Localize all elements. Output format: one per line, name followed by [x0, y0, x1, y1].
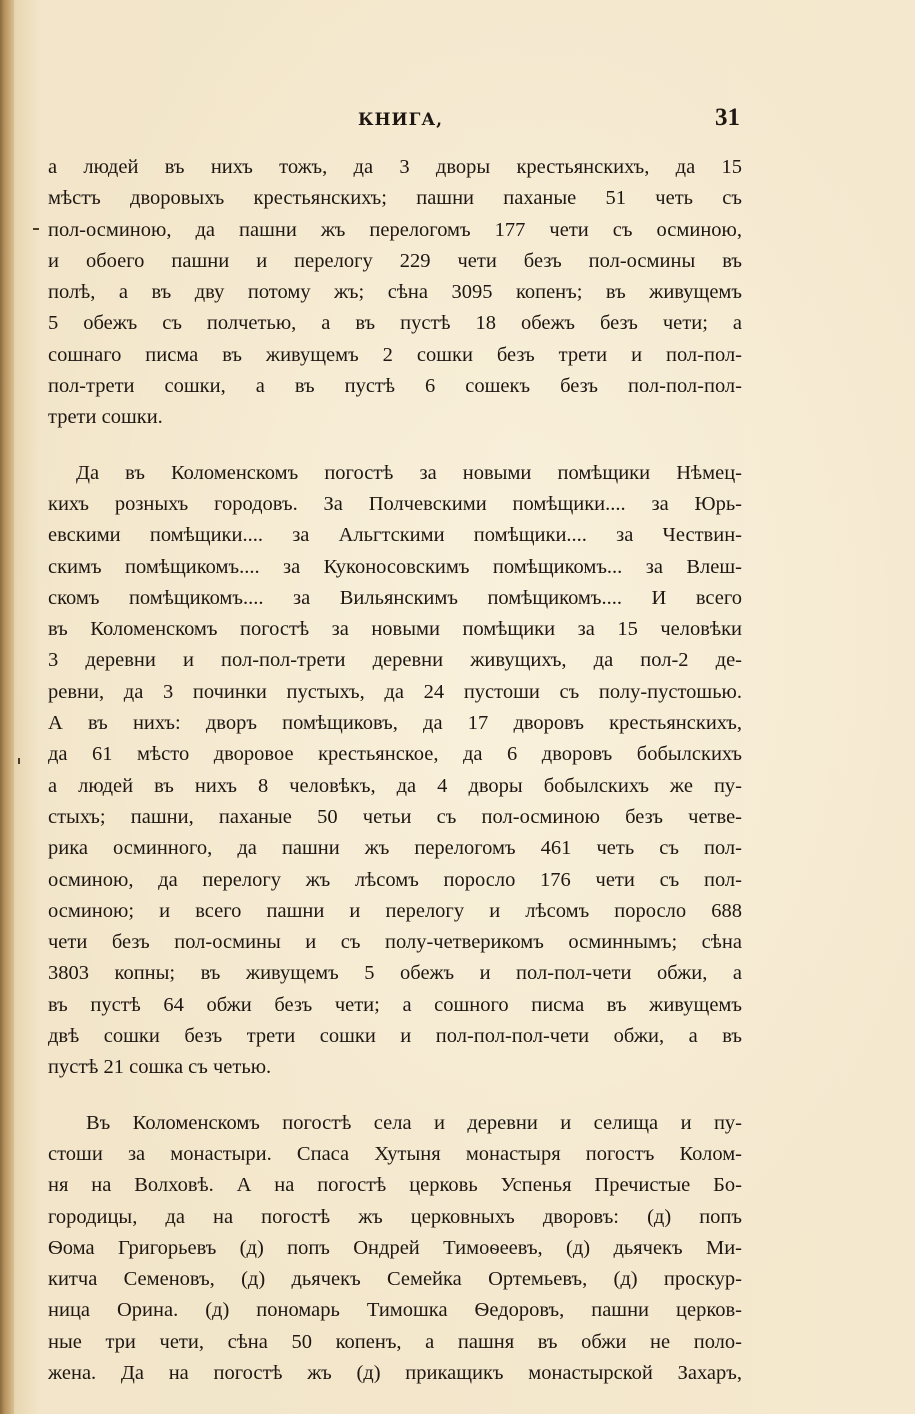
text-line: трети сошки. — [48, 406, 163, 429]
text-line: чети безъ пол-осмины и съ полу-четверикомъ осминнымъ; сѣна — [48, 931, 742, 954]
text-line: осминою; и всего пашни и перелогу и лѣсомъ поросло 688 — [48, 899, 742, 922]
paragraph — [48, 152, 742, 434]
text-line: двѣ сошки безъ трети сошки и пол-пол-пол-чети обжи, а въ — [48, 1025, 742, 1048]
text-line: въ пустѣ 64 обжи безъ чети; а сошного писма въ живущемъ — [48, 993, 742, 1016]
text-line: евскими помѣщики.... за Альгтскими помѣщики.... за Чествин- — [48, 524, 742, 547]
body-text — [48, 152, 742, 1389]
text-line: ница Орина. (д) пономарь Тимошка Ѳедоровъ, пашни церков- — [48, 1299, 742, 1322]
text-line: и обоего пашни и перелогу 229 чети безъ пол-осмины въ — [48, 249, 742, 272]
text-line: Въ Коломенскомъ погостѣ села и деревни и селища и пу- — [86, 1111, 742, 1134]
text-line: пустѣ 21 сошка съ четью. — [48, 1056, 272, 1079]
text-line: рика осминного, да пашни жъ перелогомъ 461 четь съ пол- — [48, 837, 742, 860]
text-line: осминою, да перелогу жъ лѣсомъ поросло 176 чети съ пол- — [48, 868, 742, 891]
margin-mark — [18, 758, 20, 764]
page-number: 31 — [715, 104, 740, 131]
text-line: Да въ Коломенскомъ погостѣ за новыми помѣщики Нѣмец- — [76, 461, 742, 484]
text-line: пол-осминою, да пашни жъ перелогомъ 177 чети съ осминою, — [48, 218, 742, 241]
text-line: сошнаго писма въ живущемъ 2 сошки безъ трети и пол-пол- — [48, 343, 742, 366]
text-line: кихъ розныхъ городовъ. За Полчевскими помѣщики.... за Юрь- — [48, 492, 742, 515]
text-line: китча Семеновъ, (д) дьячекъ Семейка Ортемьевъ, (д) проскур- — [48, 1268, 742, 1291]
paragraph — [48, 1108, 742, 1390]
text-line: полѣ, а въ дву потому жъ; сѣна 3095 копенъ; въ живущемъ — [48, 281, 742, 304]
text-line: а людей въ нихъ тожъ, да 3 дворы крестьянскихъ, да 15 — [48, 156, 742, 178]
text-line: 3803 копны; въ живущемъ 5 обежъ и пол-пол-чети обжи, а — [48, 962, 742, 985]
text-line: скимъ помѣщикомъ.... за Куконосовскимъ помѣщикомъ... за Влеш- — [48, 555, 742, 578]
text-line: въ Коломенскомъ погостѣ за новыми помѣщики за 15 человѣки — [48, 618, 742, 641]
text-line: ня на Волховѣ. А на погостѣ церковь Успенья Пречистые Бо- — [48, 1174, 742, 1197]
text-line: да 61 мѣсто дворовое крестьянское, да 6 дворовъ бобылскихъ — [48, 743, 742, 766]
text-line: скомъ помѣщикомъ.... за Вильянскимъ помѣщикомъ.... И всего — [48, 586, 742, 609]
text-line: А въ нихъ: дворъ помѣщиковъ, да 17 дворовъ крестьянскихъ, — [48, 712, 742, 735]
text-line: ревни, да 3 починки пустыхъ, да 24 пустоши съ полу-пустошью. — [48, 680, 742, 703]
text-line: 3 деревни и пол-пол-трети деревни живущихъ, да пол-2 де- — [48, 649, 742, 672]
margin-mark — [33, 228, 39, 230]
text-line: мѣстъ дворовыхъ крестьянскихъ; пашни паханые 51 четь съ — [48, 187, 742, 210]
paragraph — [48, 458, 742, 1084]
text-line: пол-трети сошки, а въ пустѣ 6 сошекъ безъ пол-пол-пол- — [48, 375, 742, 398]
text-line: Ѳома Григорьевъ (д) попъ Ондрей Тимоѳеевъ, (д) дьячекъ Ми- — [48, 1236, 742, 1259]
text-line: стоши за монастыри. Спаса Хутыня монастыря погостъ Колом- — [48, 1142, 742, 1165]
book-spine-edge — [0, 0, 14, 1414]
text-line: ные три чети, сѣна 50 копенъ, а пашня въ обжи не поло- — [48, 1330, 742, 1353]
text-line: жена. Да на погостѣ жъ (д) прикащикъ монастырской Захаръ, — [48, 1361, 742, 1384]
text-line: а людей въ нихъ 8 человѣкъ, да 4 дворы бобылскихъ же пу- — [48, 774, 742, 797]
text-line: стыхъ; пашни, паханые 50 четьи съ пол-осминою безъ четве- — [48, 805, 742, 828]
running-title: КНИГА, — [358, 110, 444, 130]
text-line: 5 обежъ съ полчетью, а въ пустѣ 18 обежъ безъ чети; а — [48, 312, 742, 335]
page-header — [70, 104, 746, 138]
text-line: городицы, да на погостѣ жъ церковныхъ дворовъ: (д) попъ — [48, 1205, 742, 1228]
